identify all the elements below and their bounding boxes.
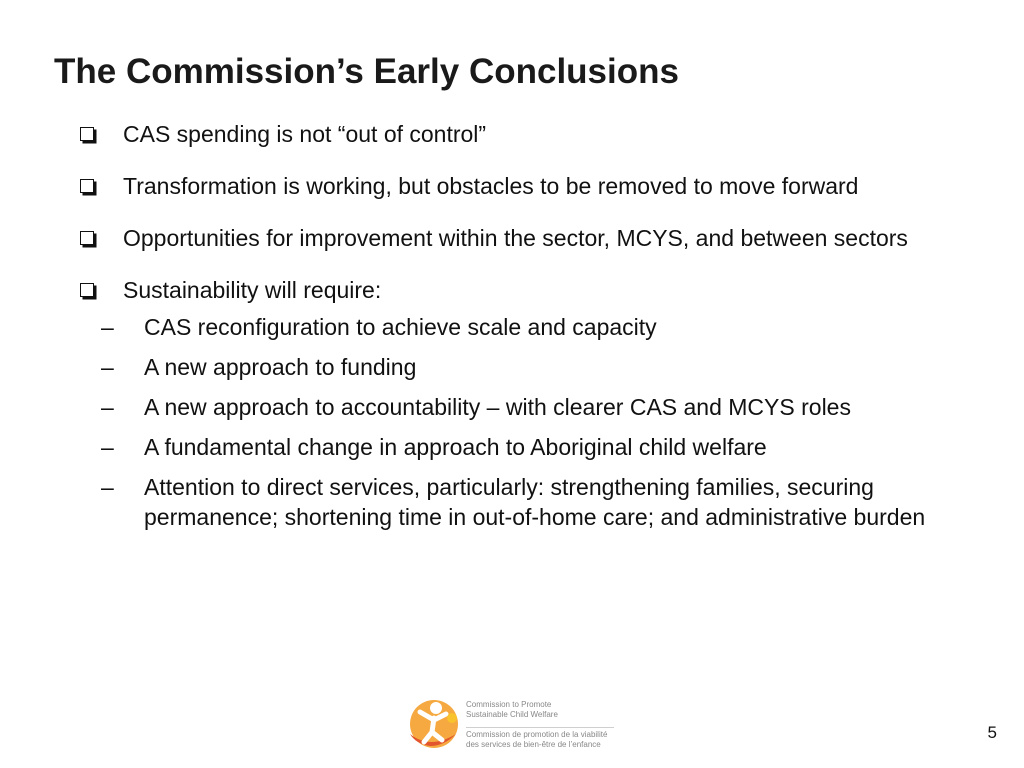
- bullet-text: Opportunities for improvement within the sector, MCYS, and between sectors: [123, 225, 908, 251]
- dash-icon: –: [101, 314, 114, 340]
- sub-bullet-list: [101, 312, 980, 532]
- bullet-item: [80, 168, 980, 205]
- sub-bullet-text: A fundamental change in approach to Aboriginal child welfare: [144, 434, 767, 460]
- sub-bullet-text: A new approach to funding: [144, 354, 417, 380]
- bullet-item: [80, 116, 980, 153]
- logo-line-fr-2: des services de bien-être de l’enfance: [466, 740, 601, 749]
- logo-line-en-1: Commission to Promote: [466, 700, 552, 709]
- commission-logo: [400, 694, 630, 750]
- bullet-list: [80, 116, 980, 542]
- slide-title: The Commission’s Early Conclusions: [54, 52, 679, 91]
- logo-line-fr-1: Commission de promotion de la viabilité: [466, 727, 614, 740]
- dash-icon: –: [101, 354, 114, 380]
- bullet-item: [80, 272, 980, 309]
- bullet-text: Sustainability will require:: [123, 277, 382, 303]
- sub-bullet-text: CAS reconfiguration to achieve scale and capacity: [144, 314, 657, 340]
- bullet-text: Transformation is working, but obstacles to be removed to move forward: [123, 173, 859, 199]
- sub-bullet-item: [101, 312, 980, 342]
- sub-bullet-text: A new approach to accountability – with clearer CAS and MCYS roles: [144, 394, 851, 420]
- checkbox-bullet-icon: [80, 231, 94, 245]
- sub-bullet-item: [101, 472, 980, 532]
- child-figure-logo-icon: [400, 694, 466, 750]
- logo-line-en-2: Sustainable Child Welfare: [466, 710, 558, 719]
- checkbox-bullet-icon: [80, 179, 94, 193]
- page-number: 5: [987, 723, 997, 742]
- dash-icon: –: [101, 474, 114, 500]
- checkbox-bullet-icon: [80, 283, 94, 297]
- sub-bullet-text: Attention to direct services, particularly: strengthening families, securing permanence; shortening time in out-of-home care; and administrative burden: [144, 474, 926, 530]
- dash-icon: –: [101, 394, 114, 420]
- sub-bullet-item: [101, 392, 980, 422]
- bullet-item: [80, 220, 980, 257]
- checkbox-bullet-icon: [80, 127, 94, 141]
- sub-bullet-item: [101, 432, 980, 462]
- bullet-text: CAS spending is not “out of control”: [123, 121, 487, 147]
- dash-icon: –: [101, 434, 114, 460]
- logo-text: [466, 700, 614, 750]
- sub-bullet-item: [101, 352, 980, 382]
